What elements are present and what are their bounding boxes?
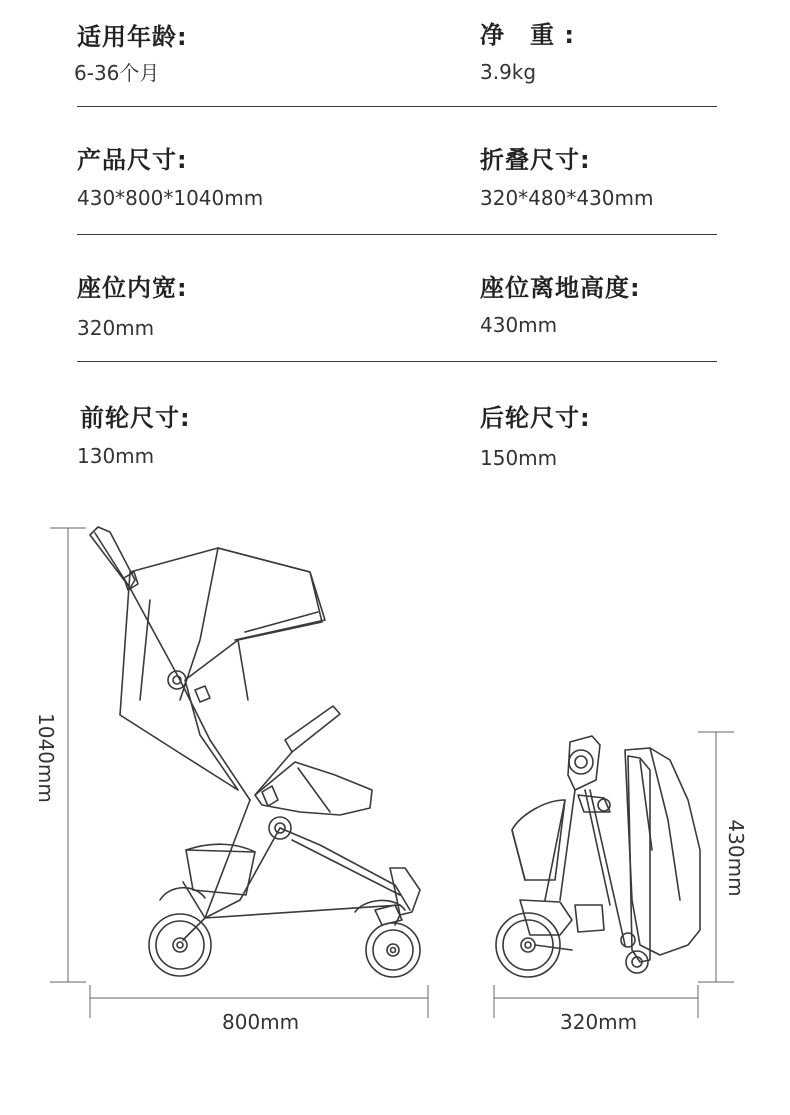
- dim-unfolded-length: 800mm: [222, 1010, 300, 1034]
- spec-rear-wheel-value: 150mm: [480, 446, 558, 470]
- spec-seat-height-value: 430mm: [480, 313, 558, 337]
- spec-rear-wheel-label: 后轮尺寸:: [480, 404, 591, 432]
- spec-seat-width-label: 座位内宽:: [77, 274, 188, 302]
- spec-weight-value: 3.9kg: [480, 60, 537, 84]
- spec-front-wheel-label: 前轮尺寸:: [80, 404, 191, 432]
- spec-age-label: 适用年龄:: [77, 23, 188, 51]
- spec-folded-size-label: 折叠尺寸:: [480, 146, 591, 174]
- dim-unfolded-height: 1040mm: [34, 713, 58, 803]
- dim-folded-height: 430mm: [724, 819, 748, 897]
- spec-product-size-value: 430*800*1040mm: [77, 186, 264, 210]
- folded-stroller-illustration: [496, 736, 700, 977]
- spec-folded-size-value: 320*480*430mm: [480, 186, 654, 210]
- spec-age-value: 6-36个月: [74, 61, 160, 85]
- dim-folded-width: 320mm: [560, 1010, 638, 1034]
- spec-seat-width-value: 320mm: [77, 316, 155, 340]
- spec-product-size-label: 产品尺寸:: [77, 146, 188, 174]
- spec-seat-height-label: 座位离地高度:: [480, 274, 641, 302]
- unfolded-stroller-illustration: [90, 527, 420, 977]
- spec-front-wheel-value: 130mm: [77, 444, 155, 468]
- spec-weight-label: 净 重 :: [480, 21, 575, 49]
